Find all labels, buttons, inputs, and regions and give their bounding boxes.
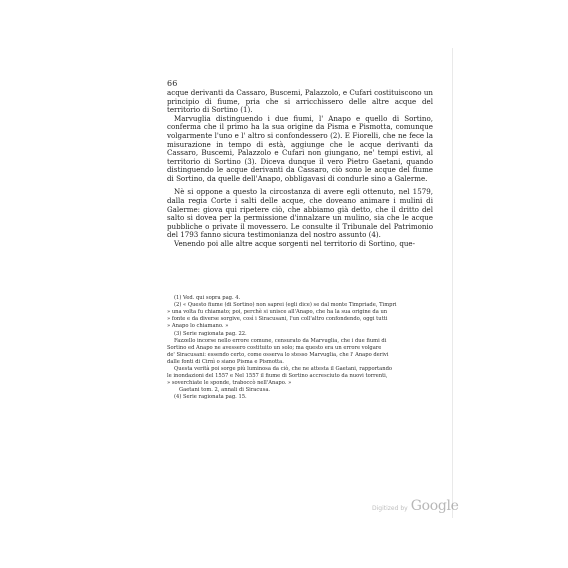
footnote-line: Fazzello incorse nello errore comune, censurato da Marvuglia, che i due fiumi di bbox=[174, 337, 387, 344]
footnote-line: (2) « Questo fiume (di Sortino) non saprei (egli dice) se dal monte Timpriade, Timpri bbox=[174, 302, 397, 309]
footnote-line: (4) Serie ragionata pag. 15. bbox=[174, 394, 247, 401]
footnotes bbox=[167, 295, 433, 401]
watermark-prefix: Digitized by bbox=[372, 505, 408, 512]
footnote-line: le inondazioni del 1557 e Nel 1557 il fiume di Sortino accresciuto da nuovi torrenti, bbox=[167, 372, 388, 379]
footnote-line: dalle fonti di Cirnì o siano Pisma e Pismotta. bbox=[167, 358, 284, 365]
footnote-line: (3) Serie ragionata pag. 22. bbox=[174, 330, 247, 337]
footnote-line: (1) Ved. qui sopra pag. 4. bbox=[174, 295, 241, 301]
footnote-line: » Anapo lo chiamano. » bbox=[167, 323, 229, 330]
google-logo: Google bbox=[410, 498, 459, 514]
paragraph: Venendo poi alle altre acque sorgenti nel territorio di Sortino, que- bbox=[174, 238, 416, 248]
page-number: 66 bbox=[167, 79, 178, 88]
footnote-line: Sortino ed Anapo ne avessero costituito un solo; ma questo era un errore volgare bbox=[167, 344, 382, 351]
paragraph: Marvuglia distinguendo i due fiumi, l' Anapo e quello di Sortino, conferma che il primo ha la sua origine da Pisma e Pismotta, comunque volgarmente l'uno e l' altro si confondessero (2). E Fiorelli, che ne fece la misurazione in tempo di està, aggiunge che le acque derivanti da Cassaro, Buscemi, Palazzolo e Cufari non giungano, ne' tempi estivi, al territorio di Sortino (3). Diceva dunque il vero Pietro Gaetani, quando distinguendo le acque derivanti da Cassaro, ciò sono le acque del fiume di Sortino, da quelle dell'Anapo, obbligavasi di condurle sino a Galerme. bbox=[167, 113, 433, 183]
footnote-line: » fonte e da diverse sorgive, così i Siracusani, l'un coll'altro confondendo, oggi tutti bbox=[167, 316, 388, 323]
paragraph: Nè si oppone a questo la circostanza di avere egli ottenuto, nel 1579, dalla regia Corte i salti delle acque, che doveano animare i mulini di Galerme: giova qui ripetere ciò, che abbiamo già detto, che il dritto del salto si dovea per la permissione d'innalzare un mulino, sia che le acque pubbliche o private il movessero. Le consulte il Tribunale del Patrimonio del 1793 fanno sicura testimonianza del nostro assunto (4). bbox=[167, 187, 433, 240]
digitized-watermark bbox=[372, 498, 459, 514]
footnote-line: Questa verità poi sorge più luminosa da ciò, che ne attesta il Gaetani, rapportando bbox=[174, 365, 393, 372]
footnote-line: Gaetani tom. 2, annali di Siracusa. bbox=[179, 386, 271, 393]
footnote-line: de' Siracusani: essendo certo, come osserva lo stesso Marvuglia, che l' Anapo derivi bbox=[167, 351, 389, 358]
page-edge-divider bbox=[452, 48, 453, 518]
body-text bbox=[167, 89, 433, 248]
footnote-line: » una volta fu chiamato; poi, perchè si unisce all'Anapo, che ha la sua origine da un bbox=[167, 309, 388, 316]
footnote-line: » soverchiate le sponde, traboccò nell'Anapo. » bbox=[167, 379, 292, 386]
paragraph: acque derivanti da Cassaro, Buscemi, Palazzolo, e Cufari costituiscono un principio di fiume, pria che si arricchissero delle altre acque del territorio di Sortino (1). bbox=[167, 88, 433, 115]
